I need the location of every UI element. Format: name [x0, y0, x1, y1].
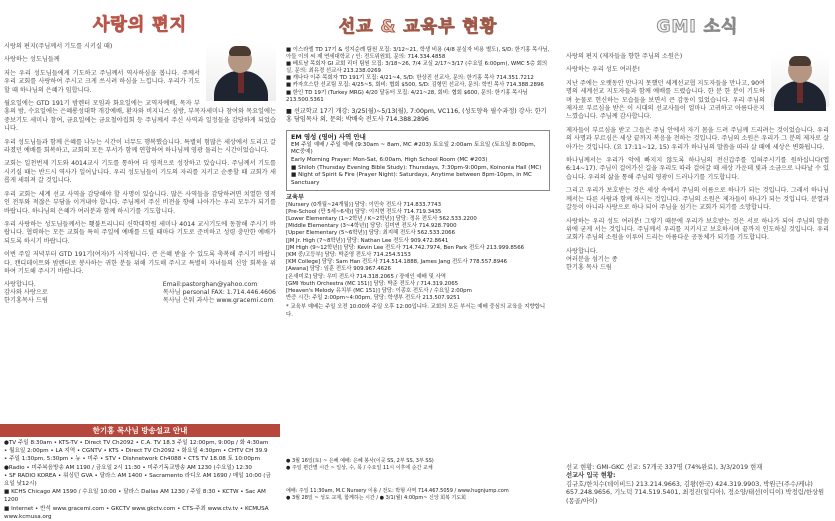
pastor-letter-title: 사랑의 편지	[92, 15, 188, 35]
letter-subtitle: 시랑의 편지(주님께서 기도를 시키실 때)	[4, 43, 113, 50]
list-item: ■ 베트남 목회자 GI 교회 리더 팀원 모집: 3/18~26, 7/4 교실 2/17~3/17 (수요일 6:00pm), WMC 5층 회의실, 문의: 최유경 선교사 213.238.0269	[286, 61, 548, 75]
jesus-light-band: Jesus' Light (빛의 말씀 소식)	[364, 476, 472, 485]
broadcast-band: 한기홍 목사님 방송설교 안내	[0, 424, 280, 437]
em-box: EM 영성 (영어) 사역 안내 EM 주일 예배 / 주일 예배 (9:30am ~ 8am, MC #203) 토요일 2:00am 토요일 (토요일 8:00pm, MC중예) Early Morning Prayer: Mon-Sat, 6:00am, High School Room (MC #203) ■ Shiloh (Thursday Evening Bible Study): Thursdays, 7:30pm-9:00pm, Koinonia Hall (MC) ■ Night of Spirit & Fire (Prayer Night): Saturdays, Anytime between 8pm-10pm, in MC Sanctuary	[286, 130, 550, 191]
status-line: 김규호/한치수(데이비드) 213.214.9663, 김왕(한국) 424.319.9903, 박원근(주수/케냐) 657.248.9656, 기노덕 714.519.5401, 최정진(일디아), 정소양/태선(이디이) 박정림/한상원 (몽골/아이)	[566, 480, 825, 505]
contact-info: Email:pastorghan@yahoo.com 목사님 personal FAX: 1.714.446.4606 목사님 은퉈 과사는 www.gracemi.com	[162, 281, 276, 305]
mission-list	[282, 47, 554, 104]
gmi-subtitle: 사랑의 편지 (제자들을 향한 주님의 소원은)	[566, 53, 683, 60]
status-line: 선교 현황: GMI-GKC 선교: 57개국 337명 (74%완료), 3/3/2019 현재	[566, 464, 763, 471]
mission-school-notice: ■ 선교학교 17기 개강: 3/25(월)~5/13(월), 7:00pm, VC116, (성도양육 필수과정) 강사: 한기홍 담임목사 외, 문의: 박배숙 전도사 714.388.2896	[286, 107, 547, 123]
letter-signoff: 사랑합니다. 감사와 사랑으로 한기홍목사 드림	[4, 281, 48, 305]
education-heading: 교육부	[286, 194, 304, 202]
gmi-paragraph: 하나님께서는 우리가 악에 빠지지 않도록 하나님의 전신갑주를 입혀주시기를 원하십니다(엡 6:14~17). 주님이 걸어가신 길을 우리도 따라 걸어갈 때 세상 가운데 빛과 소금으로 나타날 수 있습니다. 우리의 삶을 통해 주님의 영광이 드러나기를 기도합니다.	[566, 157, 829, 181]
gmi-paragraph: 제자들이 부르심을 받고 그들은 주님 안에서 자기 몸을 드려 주님께 드리려는 것이었습니다. 우리의 사명과 부르심은 세상 끝까지 복음을 전하는 것입니다. 주님의 소원은 우리가 그 분의 제자로 살아가는 것입니다. (요 17:11~12, 15) 우리가 하나님의 말씀을 따라 살 때에 세상은 변화됩니다.	[566, 126, 829, 151]
mission-title: 선교 & 교육부 현황	[338, 17, 498, 37]
letter-greeting: 사랑하는 성도님들께	[4, 56, 60, 64]
gmi-paragraph: 그리고 우리가 보호받는 것은 세상 속에서 주님의 이름으로 하나가 되는 것입니다. 그래서 하나님께서는 다른 사람과 함께 하시는 것입니다. 주님의 소원은 제자들이 하나가 되는 것입니다. 분열과 갈등이 아니라 사랑으로 하나 되어 주님을 섬기는 교회가 되기를 소망합니다.	[566, 187, 829, 212]
broadcast-schedule: ●TV 주일 8:30am • KTS-TV • Direct TV Ch2092 • C.A. TV 18.3 주일 12:00pm, 9:00p / 화 4:30am • 월요일 2:00pm • LA 지역 • CGNTV • KTS • Direct TV Ch2092 • 화요일 4:30pm • CHTV CH 39.9 • 주일 1:30pm, 5:30pm • 뉴 • 미주 • STV • Dishnetwork Ch4088 • CTS TV 18.08 토 10:00pm ●Radio • 미주복음방송 AM 1190 / 금요일 2시 11:30 • 미주기독교방송 AM 1230 (수요일) 12:30 • SF RADIO KOREA • 워싱턴 GVA • 달라스 AM 1400 • Sacramento 라디오 AM 1690 / 매일 10:00 (금요일 낮12시) ■ KCHS Chicago AM 1590 / 수요일 10:00 • 달라스 Dallas AM 1230 / 주일 8:30 • KCTW • Sac AM 1200 ■ Internet • 반석 www.gracemi.com • GKCTV www.gkctv.com • CTS-주최 www.ctv.tv • KCMUSA www.kcmusa.org	[4, 440, 271, 520]
letter-paragraph: 교회는 일천번제 기도와 4014교시 기도를 통하여 더 영적으로 성장하고 있습니다. 주님께서 기도를 시키실 때는 반드시 역사가 일어납니다. 우리 성도님들이 기도의 자리를 지키고 순종할 때 교회가 새롭게 세워져 갈 것입니다.	[4, 160, 276, 185]
list-item: ■ 한인 TD 19기 (Turkey MRG) 4/20 달동터 모집: 4/21~28, 회비: 협회 $600, 문의: 한기홍 목사님 213.500.5361	[286, 89, 528, 103]
education-note: * 교육부 예배는 주일 오전 10:00와 주일 오후 12:00입니다. 교회의 모든 부서는 예배 중심의 교육을 지향합니다.	[286, 304, 546, 318]
status-line: 선교사 입국 현황:	[566, 472, 616, 480]
mission-education-column: 선교 & 교육부 현황 ■ 이스라엘 TD 17기 & 성지순례 팀원 모집: 3/12~21, 학생 비용 (4/8 분실자 비용 별도), S/D: 한기홍 목사님, 아들 이의 씨 제 연세대학교 / 인: 전도위원회, 문의: 714.334.4858 ■ 베트남 목회자 GI 교회 리더 팀원 모집: 3/18~26, 7/4 교실 2/17~3/17 (수요일 6:00pm), WMC 5층 회의실, 문의: 최유경 선교사 213.238.0269 ■ 캐나다 이주 목회자 TD 191기 모집: 4/21~4, S/D: 한상진 선교사, 문의: 한기홍 목사 714.351.7212 ■ 카자흐스탄 선교팀 모집: 4/25~5, 회비: 협회 $500, S/D: 김형민 선교사, 문의: 학빈 목사 714.388.2896 ■ 한인 TD 19기 (Turkey MRG) 4/20 달동터 모집: 4/21~28, 회비: 협회 $600, 문의: 한기홍 목사님 213.500.5361 ■ 선교학교 17기 개강: 3/25(월)~5/13(월), 7:00pm, VC116, (성도양육 필수과정) 강사: 한기홍 담임목사 외, 문의: 박배숙 전도사 714.388.2896 EM 영성 (영어) 사역 안내 EM 주일 예배 / 주일 예배 (9:30am ~ 8am, MC #203) 토요일 2:00am 토요일 (토요일 8:00pm, MC중예) Early Morning Prayer: Mon-Sat, 6:00am, High School Room (MC #203) ■ Shiloh (Thursday Evening Bible Study): Thursdays, 7:30pm-9:00pm, Koinonia Hall (MC) ■ Night of Spirit & Fire (Prayer Night): Saturdays, Anytime between 8pm-10pm, in MC Sanctuary 교육부 [Nursery (0개월~24개월)] 담당: 이민숙 전도사 714.833.7743 [Pre-School (만 5세~6세)] 담당: 이지현 전도사 714.719.3435 [Lower Elementary (1~2학년 / K~2학년)] 담당: 정유 전도사 562.533.2200 [Middle Elementary (3~4학년)] 담당: 김미연 전도사 714.928.7900 [Upper Elementary (5~6학년)] 담당: 최지혜 전도사 562.533.2066 [JM Jr. High (7~8학년)] 담당: Nathan Lee 전도사 909.472.8641 [JM High (9~12학년)] 담당: Kevin Lee 전도사 714.742.7974, Ben Park 전도사 213.999.8566 [KM 중/고등부] 담당: 박준영 전도사 714.254.5153 [KM College] 담당: Sam Han 전도사 714.514.1888, James Jang 전도사 778.557.8946 [Awana] 담당: 임훈 전도사 909.967.4626 [온새미로] 담당: 우미 전도사 714.318.2065 / 장애인 예배 및 사역 [GMI Youth Orchestra (MC 151)] 담당: 박준 전도사 / 714.319.2065 [Heaven's Melody 유치부 (MC 151)] 담당: 이종호 전도사 / 수요일 2:00pm 반증 시간: 주일 2:00pm~4:00pm, 담당: 학생부 전도사 213.507.9251 * 교육부 예배는 주일 오전 10:00와 주일 오후 12:00입니다. 교회의 모든 부서는 예배 중심의 교육을 지향합니다. 은혜 행정 소식 ● 3월 16일(토) ~ 은혜 예배: 은혜 봉사(이곳 SS, 2부 SS, 3부 SS) ● 주일 편간별 시간 ~ 일상, 수, 목 / 수요일 11시 이후에 순간 교체 Jesus' Light (빛의 말씀 소식) 예배: 주일 11:30am, M.C Nursery 이용 / 전도: 박형 사역 714.467.5059 / www.hugnjump.com ● 3월 28일 ~ 성도 교제, 함께하는 시간 / ● 3/1(월) 4:00pm~ 신앙 회복 기도회	[282, 0, 554, 506]
gmi-greeting: 사랑하는 우리 성도 여러분!	[566, 66, 641, 74]
list-item: ■ 캐나다 이주 목회자 TD 191기 모집: 4/21~4, S/D: 한상진 선교사, 문의: 한기홍 목사 714.351.7212	[286, 75, 534, 82]
gmi-signoff: 사랑합니다. 여러분을 섬기는 종 한기홍 목사 드림	[566, 247, 618, 271]
grace-news-band: 은혜 행정 소식	[393, 446, 443, 455]
gmi-title: GMI 소식	[656, 17, 739, 37]
letter-paragraph: 이번 주일 저녁부터 GTD 191기(여자)가 시작됩니다. 큰 은혜 받을 수 있도록 축복해 주시기 바랍니다. 캔디데이트와 밤렌터로 봉사하는 귀한 분들 위해 기도해 주시고 특별히 자녀들의 신앙 회복을 위하여 기도해 주시기 바랍니다.	[4, 251, 276, 275]
letter-paragraph: 월요일에는 GTD 191기 밤렌터 모임과 화요일에는 교역자예배, 목자 부흥의 밤, 수요일에는 은혜롱성대학 개강예배, 환자와 비지니스 심방, 부목자세미나 참여와 목요일에는 중보기도 세미나 참여, 금요일에는 금요철야집회 등 주님께서 주신 사역과 일정들을 감당하게 되었습니다.	[4, 100, 276, 133]
letter-paragraph: 우리 성도님들과 함께 은혜를 나누는 시간이 너무도 행복했습니다. 특별히 험많은 세상에서 도리고 갈라졌던 예배를 회복하고, 교회의 모든 부서가 함께 연합하여 하나님께 영광 돌리는 시간이었습니다.	[4, 138, 276, 155]
education-list: 교육부 [Nursery (0개월~24개월)] 담당: 이민숙 전도사 714.833.7743 [Pre-School (만 5세~6세)] 담당: 이지현 전도사 714.719.3435 [Lower Elementary (1~2학년 / K~2학년)] 담당: 정유 전도사 562.533.2200 [Middle Elementary (3~4학년)] 담당: 김미연 전도사 714.928.7900 [Upper Elementary (5~6학년)] 담당: 최지혜 전도사 562.533.2066 [JM Jr. High (7~8학년)] 담당: Nathan Lee 전도사 909.472.8641 [JM High (9~12학년)] 담당: Kevin Lee 전도사 714.742.7974, Ben Park 전도사 213.999.8566 [KM 중/고등부] 담당: 박준영 전도사 714.254.5153 [KM College] 담당: Sam Han 전도사 714.514.1888, James Jang 전도사 778.557.8946 [Awana] 담당: 임훈 전도사 909.967.4626 [온새미로] 담당: 우미 전도사 714.318.2065 / 장애인 예배 및 사역 [GMI Youth Orchestra (MC 151)] 담당: 박준 전도사 / 714.319.2065 [Heaven's Melody 유치부 (MC 151)] 담당: 이종호 전도사 / 수요일 2:00pm 반증 시간: 주일 2:00pm~4:00pm, 담당: 학생부 전도사 213.507.9251 * 교육부 예배는 주일 오전 10:00와 주일 오후 12:00입니다. 교회의 모든 부서는 예배 중심의 교육을 지향합니다.	[286, 194, 550, 318]
gmi-paragraph: 사랑하는 우리 성도 여러분! 그렇기 때문에 우리가 보호받는 것은 서로 하나가 되어 주님의 말씀 위에 굳게 서는 것입니다. 주님께서 우리를 지키시고 보호하시며 끝까지 인도하실 것입니다. 우리 교회가 주님의 소원을 이루어 드리는 아름다운 공동체가 되기를 기도합니다.	[566, 217, 829, 242]
list-item: ■ 이스라엘 TD 17기 & 성지순례 팀원 모집: 3/12~21, 학생 비용 (4/8 분실자 비용 별도), S/D: 한기홍 목사님, 아들 이의 씨 제 연세대학교 / 인: 전도위원회, 문의: 714.334.4858	[286, 47, 550, 61]
list-item: ■ 카자흐스탄 선교팀 모집: 4/25~5, 회비: 협회 $500, S/D: 김형민 선교사, 문의: 학빈 목사 714.388.2896	[286, 82, 544, 89]
mission-status-band: 선교현황	[568, 450, 597, 459]
pastor-letter-column	[0, 0, 280, 520]
letter-paragraph: 우리 교회는 세계 선교 사역을 감당해야 할 사명이 있습니다. 많은 사역들을 감당하려면 치열한 영적인 전투와 적잖은 부담을 이겨내야 합니다. 주님께서 주신 비전을 향해 나아가는 우리 모두가 되기를 바랍니다. 하나님의 은혜가 여러분과 함께 하시기를 기도합니다.	[4, 190, 276, 215]
website-link[interactable]: 목사님 은퉈 과사는 www.gracemi.com	[162, 297, 274, 305]
letter-paragraph: 우리 사랑하는 성도님들께서는 횃불트리니티 신학대학원 세미나 4014 교시기도에 동참해 주시기 바랍니다. 협력하는 모든 교회들 특히 주일에 예배를 드릴 때마다 기도로 준비하고 성령 충만한 예배가 되도록 하시기 바랍니다.	[4, 220, 276, 245]
letter-paragraph: 저는 우리 성도님들에게 기도하고 주님께서 역사하심을 봅니다. 주께서 우리 교회를 사랑하여 주시고 크게 쓰시려 하심을 느낍니다. 우리가 기도할 때 하나님의 은혜가 임합니다.	[4, 69, 200, 94]
gmi-news-column	[560, 0, 835, 506]
pastor-photo	[206, 43, 276, 101]
em-heading: EM 영성 (영어) 사역 안내	[291, 133, 366, 142]
pastor-photo	[771, 53, 829, 107]
email-link[interactable]: Email:pastorghan@yahoo.com	[162, 281, 258, 289]
gmi-paragraph: 지난 주에는 오랫동안 만나지 못했던 세계선교협 지도자들을 만나고, 90여명의 세계선교 지도자들과 함께 예배를 드렸습니다. 한 분 한 분이 기도하며 눈물로 헌신하는 모습들을 보면서 큰 감동이 있었습니다. 우리 주님의 제자로 부르심을 받은 이 시대의 선교사들이 얼마나 고귀하고 아름다운지 느꼈습니다. 주님께 감사합니다.	[566, 79, 765, 121]
